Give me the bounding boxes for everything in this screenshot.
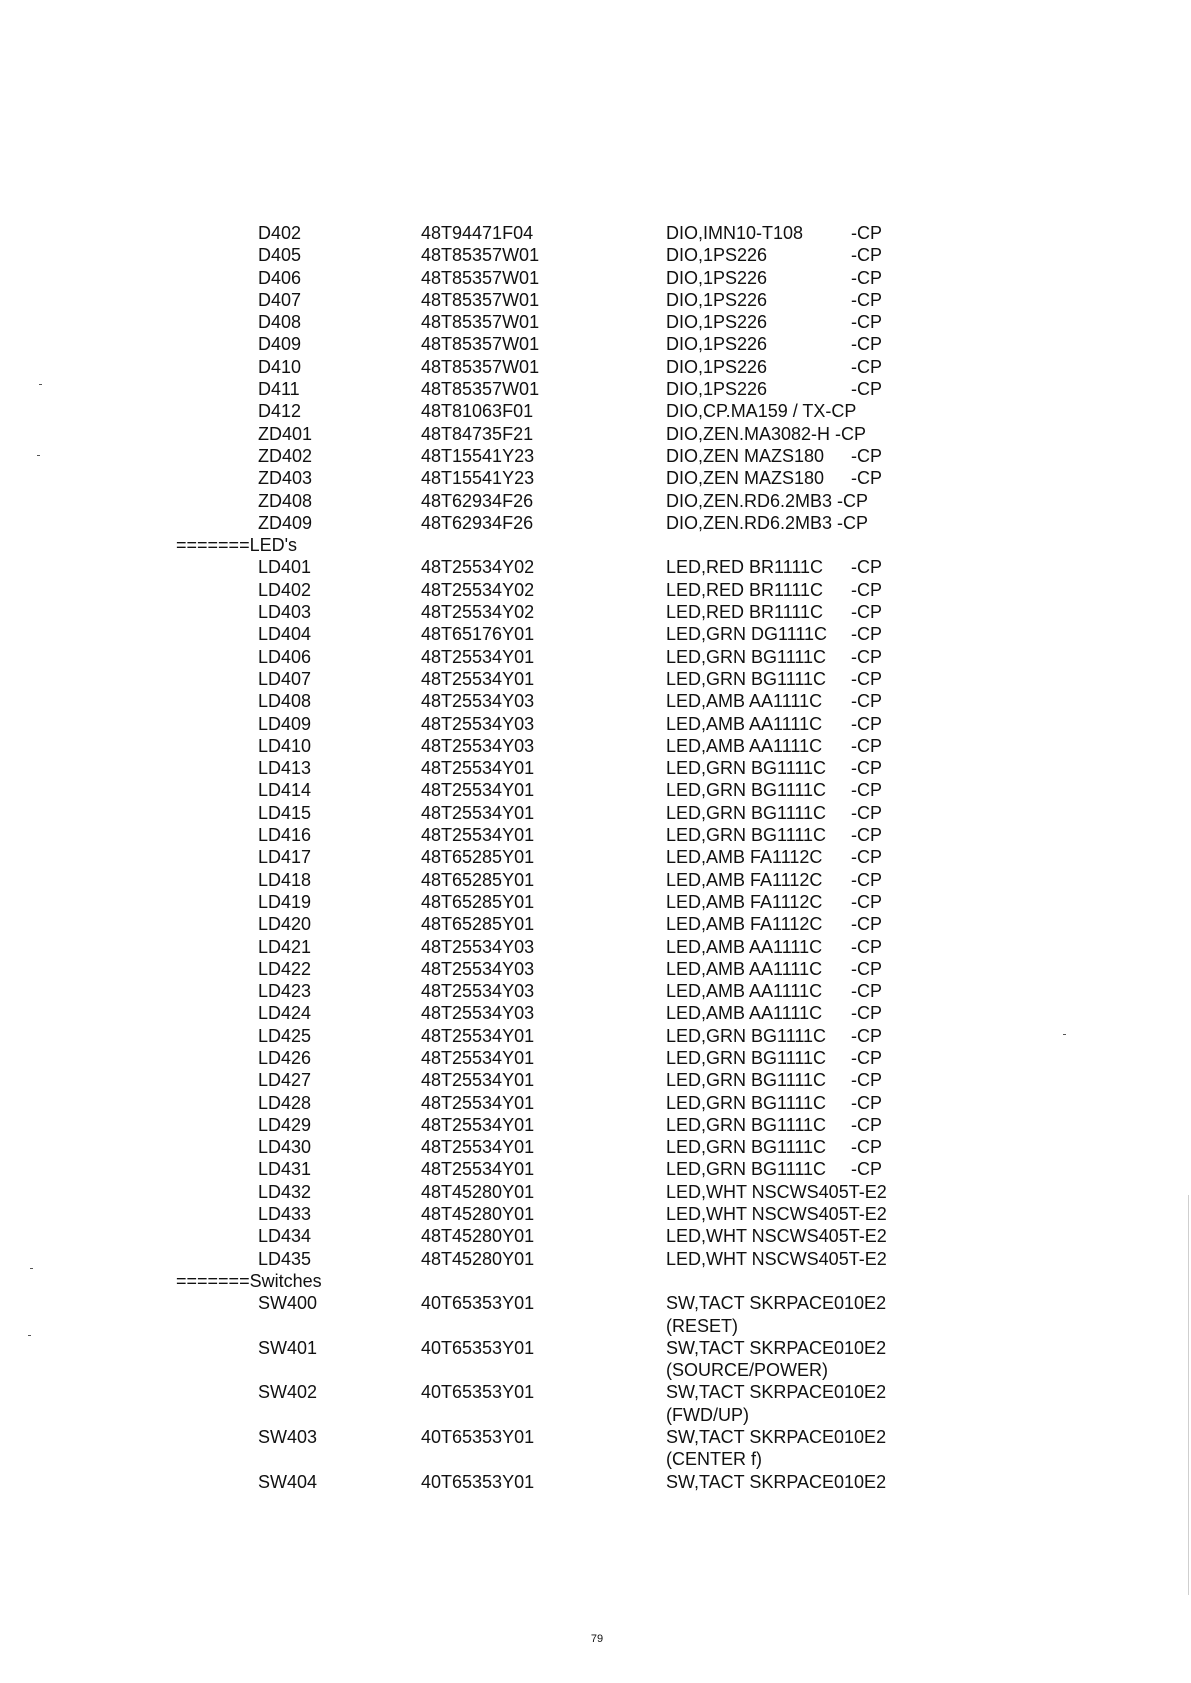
cp-code: -CP bbox=[851, 1137, 882, 1158]
reference-designator: LD418 bbox=[258, 869, 312, 890]
part-number: 48T62934F26 bbox=[421, 512, 534, 533]
part-description: LED,GRN BG1111C bbox=[666, 780, 827, 801]
table-row bbox=[0, 980, 1191, 1002]
reference-designator: ZD403 bbox=[258, 468, 313, 489]
table-row bbox=[0, 846, 1191, 868]
scan-speck bbox=[37, 455, 40, 456]
table-row bbox=[0, 601, 1191, 623]
part-description: DIO,1PS226 bbox=[666, 356, 768, 377]
part-number: 48T25534Y03 bbox=[421, 713, 535, 734]
table-row bbox=[0, 356, 1191, 378]
reference-designator: LD415 bbox=[258, 802, 312, 823]
part-description: LED,GRN BG1111C bbox=[666, 1114, 827, 1135]
cp-code: -CP bbox=[851, 267, 882, 288]
table-row bbox=[0, 1092, 1191, 1114]
reference-designator: LD422 bbox=[258, 958, 312, 979]
part-number: 48T65285Y01 bbox=[421, 914, 535, 935]
part-number: 48T65285Y01 bbox=[421, 869, 535, 890]
scan-speck bbox=[28, 1335, 31, 1336]
reference-designator: D412 bbox=[258, 401, 302, 422]
part-number: 48T81063F01 bbox=[421, 401, 534, 422]
reference-designator: SW403 bbox=[258, 1427, 318, 1448]
reference-designator: LD419 bbox=[258, 891, 312, 912]
part-description: LED,AMB AA1111C bbox=[666, 691, 823, 712]
table-row bbox=[0, 1426, 1191, 1471]
part-number: 48T65285Y01 bbox=[421, 891, 535, 912]
section-label: =======Switches bbox=[176, 1270, 322, 1291]
part-description-note: (CENTER f) bbox=[666, 1449, 762, 1470]
table-row bbox=[0, 333, 1191, 355]
table-row bbox=[0, 802, 1191, 824]
cp-code: -CP bbox=[851, 602, 882, 623]
part-number: 48T25534Y01 bbox=[421, 1092, 535, 1113]
cp-code: -CP bbox=[851, 289, 882, 310]
reference-designator: LD413 bbox=[258, 758, 312, 779]
scan-speck bbox=[39, 384, 42, 385]
scan-speck bbox=[1063, 1034, 1066, 1035]
reference-designator: D407 bbox=[258, 289, 302, 310]
part-number: 48T25534Y03 bbox=[421, 981, 535, 1002]
part-description: LED,GRN BG1111C bbox=[666, 1047, 827, 1068]
reference-designator: LD420 bbox=[258, 914, 312, 935]
part-number: 48T25534Y02 bbox=[421, 557, 535, 578]
reference-designator: LD421 bbox=[258, 936, 312, 957]
table-row bbox=[0, 869, 1191, 891]
part-description: LED,RED BR1111C bbox=[666, 579, 824, 600]
reference-designator: LD433 bbox=[258, 1204, 312, 1225]
cp-code: -CP bbox=[851, 713, 882, 734]
part-number: 48T94471F04 bbox=[421, 223, 534, 243]
part-number: 48T65176Y01 bbox=[421, 624, 535, 645]
part-description: LED,GRN DG1111C bbox=[666, 624, 828, 645]
table-row bbox=[0, 646, 1191, 668]
table-row bbox=[0, 1337, 1191, 1382]
part-description: LED,AMB FA1112C bbox=[666, 847, 823, 868]
part-number: 48T85357W01 bbox=[421, 356, 540, 377]
cp-code: -CP bbox=[851, 1114, 882, 1135]
part-description: LED,AMB FA1112C bbox=[666, 914, 823, 935]
table-row bbox=[0, 222, 1191, 244]
part-number: 48T25534Y03 bbox=[421, 958, 535, 979]
part-number: 40T65353Y01 bbox=[421, 1471, 535, 1492]
part-description: LED,GRN BG1111C bbox=[666, 1137, 827, 1158]
table-row bbox=[0, 467, 1191, 489]
section-label: =======LED's bbox=[176, 535, 298, 556]
part-number: 48T85357W01 bbox=[421, 267, 540, 288]
part-description: LED,AMB AA1111C bbox=[666, 981, 823, 1002]
part-description: LED,RED BR1111C bbox=[666, 602, 824, 623]
part-description: SW,TACT SKRPACE010E2 bbox=[666, 1427, 887, 1448]
part-description: DIO,1PS226 bbox=[666, 334, 768, 355]
reference-designator: LD408 bbox=[258, 691, 312, 712]
reference-designator: LD401 bbox=[258, 557, 312, 578]
reference-designator: LD423 bbox=[258, 981, 312, 1002]
part-number: 48T25534Y01 bbox=[421, 780, 535, 801]
table-row bbox=[0, 244, 1191, 266]
reference-designator: LD432 bbox=[258, 1181, 312, 1202]
cp-code: -CP bbox=[851, 646, 882, 667]
part-description: LED,GRN BG1111C bbox=[666, 758, 827, 779]
cp-code: -CP bbox=[851, 1025, 882, 1046]
reference-designator: LD426 bbox=[258, 1047, 312, 1068]
part-description: LED,GRN BG1111C bbox=[666, 1025, 827, 1046]
table-row bbox=[0, 735, 1191, 757]
part-description: DIO,ZEN.RD6.2MB3 -CP bbox=[666, 490, 869, 511]
parts-list bbox=[0, 222, 1191, 1493]
reference-designator: D405 bbox=[258, 245, 302, 266]
cp-code: -CP bbox=[851, 557, 882, 578]
table-row bbox=[0, 1292, 1191, 1337]
cp-code: -CP bbox=[851, 445, 882, 466]
part-description: LED,AMB AA1111C bbox=[666, 713, 823, 734]
part-number: 48T25534Y02 bbox=[421, 579, 535, 600]
part-description: DIO,1PS226 bbox=[666, 312, 768, 333]
cp-code: -CP bbox=[851, 691, 882, 712]
part-description: LED,WHT NSCWS405T-E2 bbox=[666, 1204, 887, 1225]
table-row bbox=[0, 556, 1191, 578]
part-description: LED,WHT NSCWS405T-E2 bbox=[666, 1181, 887, 1202]
cp-code: -CP bbox=[851, 847, 882, 868]
table-row bbox=[0, 690, 1191, 712]
table-row bbox=[0, 1158, 1191, 1180]
reference-designator: LD430 bbox=[258, 1137, 312, 1158]
reference-designator: D402 bbox=[258, 223, 302, 243]
part-number: 48T25534Y01 bbox=[421, 646, 535, 667]
cp-code: -CP bbox=[851, 624, 882, 645]
cp-code: -CP bbox=[851, 958, 882, 979]
cp-code: -CP bbox=[851, 802, 882, 823]
page-number: 79 bbox=[590, 1633, 604, 1645]
part-number: 48T45280Y01 bbox=[421, 1226, 535, 1247]
part-number: 48T25534Y01 bbox=[421, 1025, 535, 1046]
cp-code: -CP bbox=[851, 1092, 882, 1113]
part-number: 48T25534Y03 bbox=[421, 691, 535, 712]
cp-code: -CP bbox=[851, 334, 882, 355]
reference-designator: LD409 bbox=[258, 713, 312, 734]
table-row bbox=[0, 1181, 1191, 1203]
table-row bbox=[0, 579, 1191, 601]
cp-code: -CP bbox=[851, 1159, 882, 1180]
table-row bbox=[0, 623, 1191, 645]
part-number: 48T25534Y03 bbox=[421, 936, 535, 957]
part-description: LED,AMB FA1112C bbox=[666, 869, 823, 890]
table-row bbox=[0, 1203, 1191, 1225]
part-number: 48T85357W01 bbox=[421, 312, 540, 333]
part-description-note: (SOURCE/POWER) bbox=[666, 1360, 828, 1381]
cp-code: -CP bbox=[851, 245, 882, 266]
reference-designator: LD414 bbox=[258, 780, 312, 801]
part-number: 48T25534Y01 bbox=[421, 802, 535, 823]
reference-designator: LD417 bbox=[258, 847, 312, 868]
part-number: 48T25534Y01 bbox=[421, 758, 535, 779]
table-row bbox=[0, 1002, 1191, 1024]
part-number: 48T15541Y23 bbox=[421, 445, 535, 466]
part-description: DIO,CP.MA159 / TX-CP bbox=[666, 401, 857, 422]
reference-designator: D406 bbox=[258, 267, 302, 288]
part-number: 40T65353Y01 bbox=[421, 1427, 535, 1448]
part-number: 48T25534Y01 bbox=[421, 1070, 535, 1091]
part-number: 48T15541Y23 bbox=[421, 468, 535, 489]
table-row bbox=[0, 824, 1191, 846]
table-row bbox=[0, 913, 1191, 935]
part-number: 48T62934F26 bbox=[421, 490, 534, 511]
reference-designator: SW400 bbox=[258, 1293, 318, 1314]
cp-code: -CP bbox=[851, 1070, 882, 1091]
table-row bbox=[0, 267, 1191, 289]
cp-code: -CP bbox=[851, 891, 882, 912]
part-description: LED,AMB AA1111C bbox=[666, 1003, 823, 1024]
part-number: 48T25534Y03 bbox=[421, 1003, 535, 1024]
reference-designator: LD435 bbox=[258, 1248, 312, 1269]
part-number: 48T45280Y01 bbox=[421, 1181, 535, 1202]
cp-code: -CP bbox=[851, 1047, 882, 1068]
reference-designator: LD424 bbox=[258, 1003, 312, 1024]
part-number: 40T65353Y01 bbox=[421, 1382, 535, 1403]
reference-designator: LD429 bbox=[258, 1114, 312, 1135]
part-number: 48T25534Y01 bbox=[421, 1114, 535, 1135]
part-description: LED,GRN BG1111C bbox=[666, 1092, 827, 1113]
cp-code: -CP bbox=[851, 379, 882, 400]
part-description: LED,GRN BG1111C bbox=[666, 825, 827, 846]
part-description: LED,WHT NSCWS405T-E2 bbox=[666, 1226, 887, 1247]
table-row bbox=[0, 936, 1191, 958]
reference-designator: ZD408 bbox=[258, 490, 313, 511]
part-number: 48T25534Y01 bbox=[421, 1159, 535, 1180]
part-description: LED,AMB AA1111C bbox=[666, 936, 823, 957]
part-number: 48T84735F21 bbox=[421, 423, 534, 444]
cp-code: -CP bbox=[851, 936, 882, 957]
cp-code: -CP bbox=[851, 468, 882, 489]
table-row bbox=[0, 445, 1191, 467]
table-row bbox=[0, 1136, 1191, 1158]
table-row bbox=[0, 1114, 1191, 1136]
reference-designator: D409 bbox=[258, 334, 302, 355]
table-row bbox=[0, 1381, 1191, 1426]
reference-designator: LD410 bbox=[258, 735, 312, 756]
table-row bbox=[0, 1225, 1191, 1247]
reference-designator: LD402 bbox=[258, 579, 312, 600]
reference-designator: LD406 bbox=[258, 646, 312, 667]
part-description: SW,TACT SKRPACE010E2 bbox=[666, 1382, 887, 1403]
part-description: SW,TACT SKRPACE010E2 bbox=[666, 1471, 887, 1492]
table-row bbox=[0, 1025, 1191, 1047]
part-number: 48T25534Y01 bbox=[421, 1047, 535, 1068]
reference-designator: LD427 bbox=[258, 1070, 312, 1091]
table-row bbox=[0, 1471, 1191, 1493]
reference-designator: SW401 bbox=[258, 1337, 318, 1358]
part-description: DIO,1PS226 bbox=[666, 245, 768, 266]
table-row bbox=[0, 490, 1191, 512]
reference-designator: LD404 bbox=[258, 624, 312, 645]
reference-designator: SW404 bbox=[258, 1471, 318, 1492]
part-description: LED,GRN BG1111C bbox=[666, 1159, 827, 1180]
part-description: LED,AMB AA1111C bbox=[666, 958, 823, 979]
table-row bbox=[0, 512, 1191, 534]
table-row bbox=[0, 1047, 1191, 1069]
part-description: DIO,ZEN.RD6.2MB3 -CP bbox=[666, 512, 869, 533]
table-row bbox=[0, 713, 1191, 735]
cp-code: -CP bbox=[851, 668, 882, 689]
part-description: LED,WHT NSCWS405T-E2 bbox=[666, 1248, 887, 1269]
cp-code: -CP bbox=[851, 1003, 882, 1024]
cp-code: -CP bbox=[851, 758, 882, 779]
part-description: LED,RED BR1111C bbox=[666, 557, 824, 578]
table-row bbox=[0, 891, 1191, 913]
part-description-note: (FWD/UP) bbox=[666, 1404, 749, 1425]
cp-code: -CP bbox=[851, 825, 882, 846]
table-row bbox=[0, 757, 1191, 779]
reference-designator: ZD402 bbox=[258, 445, 313, 466]
part-number: 48T85357W01 bbox=[421, 334, 540, 355]
part-number: 48T45280Y01 bbox=[421, 1204, 535, 1225]
part-description: LED,AMB FA1112C bbox=[666, 891, 823, 912]
table-row bbox=[0, 779, 1191, 801]
part-number: 48T25534Y01 bbox=[421, 1137, 535, 1158]
part-number: 48T45280Y01 bbox=[421, 1248, 535, 1269]
part-number: 48T25534Y01 bbox=[421, 825, 535, 846]
reference-designator: LD416 bbox=[258, 825, 312, 846]
part-description: DIO,ZEN.MA3082-H -CP bbox=[666, 423, 867, 444]
part-number: 48T25534Y01 bbox=[421, 668, 535, 689]
part-description: LED,GRN BG1111C bbox=[666, 802, 827, 823]
part-description: SW,TACT SKRPACE010E2 bbox=[666, 1293, 887, 1314]
table-row bbox=[0, 311, 1191, 333]
table-row bbox=[0, 400, 1191, 422]
part-number: 40T65353Y01 bbox=[421, 1293, 535, 1314]
reference-designator: LD407 bbox=[258, 668, 312, 689]
cp-code: -CP bbox=[851, 579, 882, 600]
cp-code: -CP bbox=[851, 914, 882, 935]
cp-code: -CP bbox=[851, 356, 882, 377]
reference-designator: D410 bbox=[258, 356, 302, 377]
part-description: DIO,IMN10-T108 bbox=[666, 223, 804, 243]
part-number: 48T85357W01 bbox=[421, 379, 540, 400]
part-number: 48T25534Y03 bbox=[421, 735, 535, 756]
reference-designator: LD434 bbox=[258, 1226, 312, 1247]
part-description-note: (RESET) bbox=[666, 1315, 738, 1336]
reference-designator: SW402 bbox=[258, 1382, 318, 1403]
reference-designator: LD428 bbox=[258, 1092, 312, 1113]
part-number: 40T65353Y01 bbox=[421, 1337, 535, 1358]
part-description: LED,GRN BG1111C bbox=[666, 668, 827, 689]
reference-designator: ZD401 bbox=[258, 423, 313, 444]
table-row bbox=[0, 1069, 1191, 1091]
reference-designator: D408 bbox=[258, 312, 302, 333]
part-number: 48T65285Y01 bbox=[421, 847, 535, 868]
section-header bbox=[0, 1270, 1191, 1292]
part-number: 48T25534Y02 bbox=[421, 602, 535, 623]
part-description: DIO,1PS226 bbox=[666, 267, 768, 288]
section-header bbox=[0, 534, 1191, 556]
reference-designator: LD403 bbox=[258, 602, 312, 623]
cp-code: -CP bbox=[851, 312, 882, 333]
reference-designator: D411 bbox=[258, 379, 300, 400]
part-description: LED,GRN BG1111C bbox=[666, 1070, 827, 1091]
table-row bbox=[0, 289, 1191, 311]
cp-code: -CP bbox=[851, 223, 882, 243]
table-row bbox=[0, 378, 1191, 400]
table-row bbox=[0, 1248, 1191, 1270]
cp-code: -CP bbox=[851, 869, 882, 890]
scan-speck bbox=[30, 1268, 33, 1269]
part-description: LED,AMB AA1111C bbox=[666, 735, 823, 756]
part-description: DIO,ZEN MAZS180 bbox=[666, 445, 825, 466]
part-description: DIO,ZEN MAZS180 bbox=[666, 468, 825, 489]
part-description: SW,TACT SKRPACE010E2 bbox=[666, 1337, 887, 1358]
part-description: LED,GRN BG1111C bbox=[666, 646, 827, 667]
cp-code: -CP bbox=[851, 735, 882, 756]
scan-edge-shadow bbox=[1188, 1195, 1189, 1595]
reference-designator: LD431 bbox=[258, 1159, 312, 1180]
table-row bbox=[0, 423, 1191, 445]
reference-designator: LD425 bbox=[258, 1025, 312, 1046]
part-description: DIO,1PS226 bbox=[666, 379, 768, 400]
part-description: DIO,1PS226 bbox=[666, 289, 768, 310]
part-number: 48T85357W01 bbox=[421, 289, 540, 310]
cp-code: -CP bbox=[851, 981, 882, 1002]
table-row bbox=[0, 668, 1191, 690]
cp-code: -CP bbox=[851, 780, 882, 801]
part-number: 48T85357W01 bbox=[421, 245, 540, 266]
reference-designator: ZD409 bbox=[258, 512, 313, 533]
table-row bbox=[0, 958, 1191, 980]
